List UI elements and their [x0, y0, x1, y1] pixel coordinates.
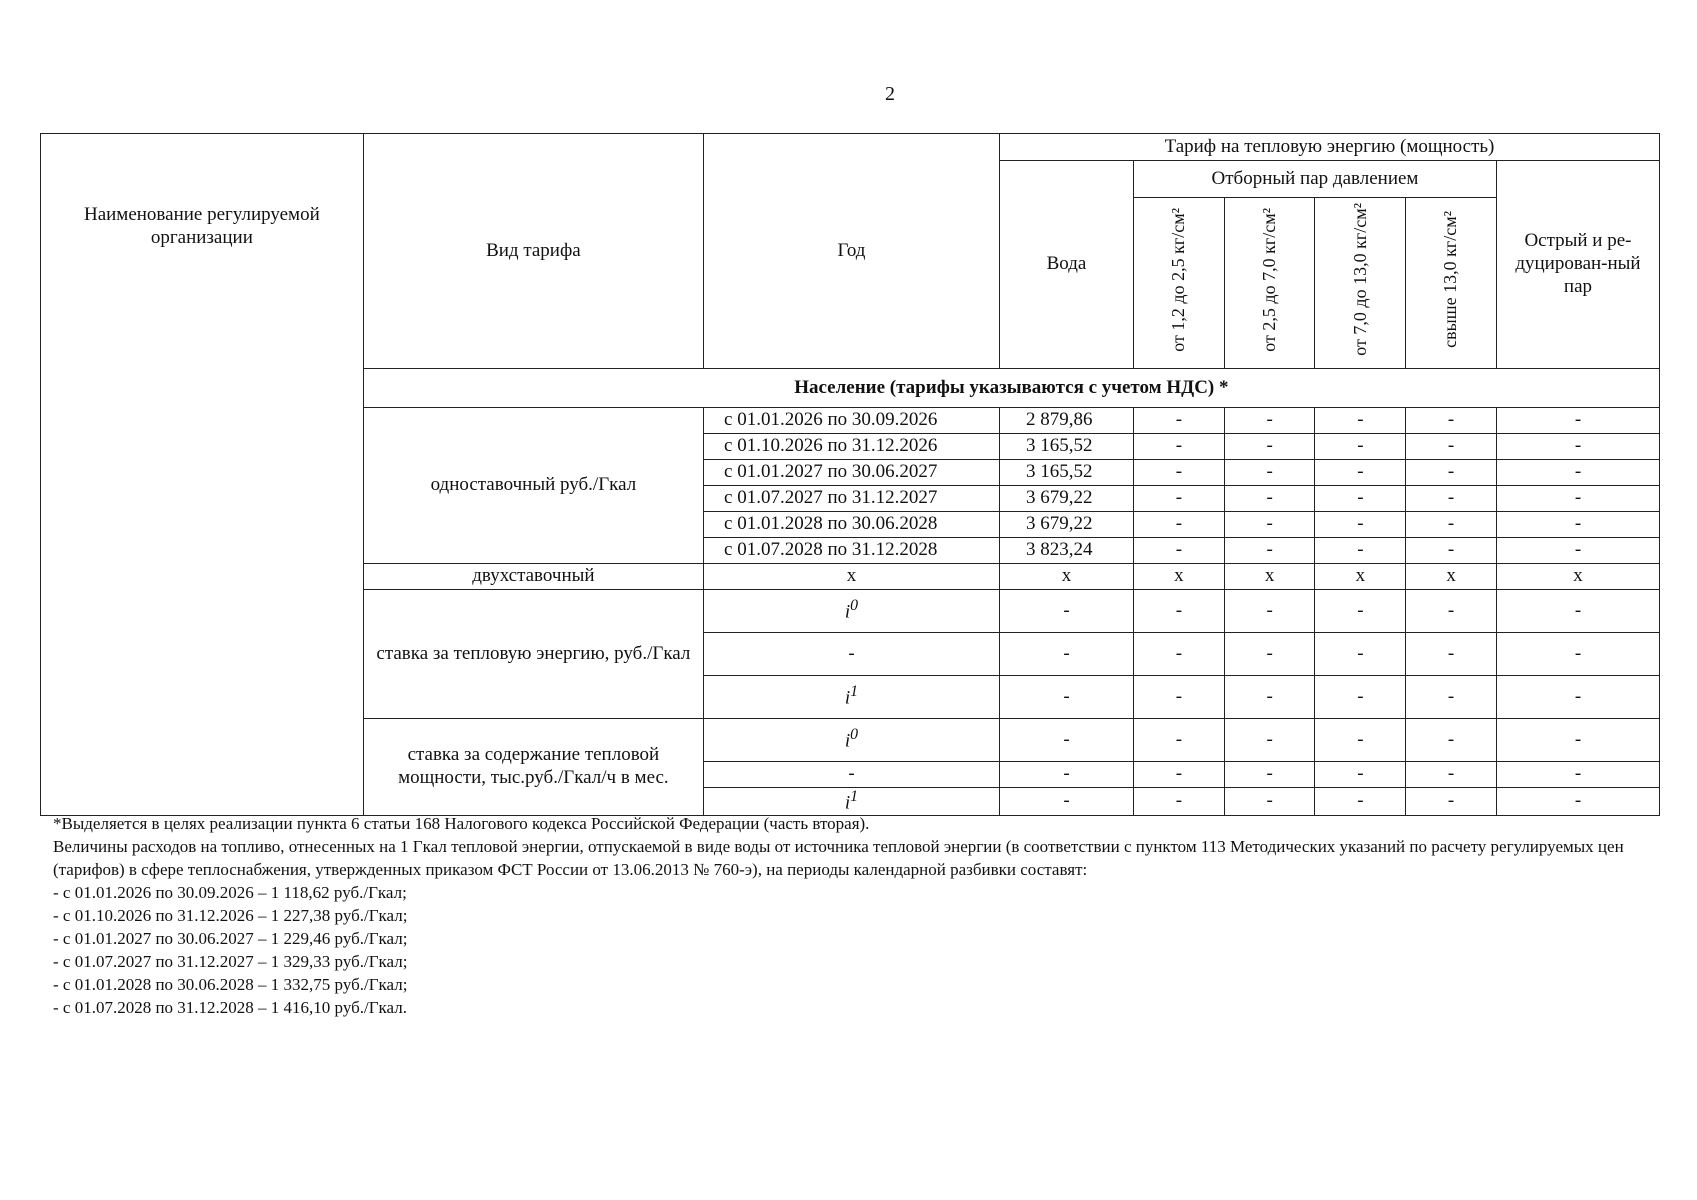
steam-value: - — [1224, 538, 1315, 564]
x-cell: x — [1224, 564, 1315, 590]
steam-value: - — [1406, 486, 1497, 512]
year-symbol: $i^0$ — [704, 590, 1000, 633]
water-value: 3 823,24 — [999, 538, 1133, 564]
notes-block — [53, 812, 1673, 1019]
steam-value: - — [1406, 512, 1497, 538]
dash-cell: - — [1406, 590, 1497, 633]
steam-value: - — [1134, 408, 1225, 434]
x-cell: x — [999, 564, 1133, 590]
steam-value: - — [1315, 486, 1406, 512]
single-rate-label: одноставочный руб./Гкал — [363, 408, 703, 564]
steam-col-3-header: от 7,0 до 13,0 кг/см² — [1315, 198, 1406, 369]
fuel-item: - с 01.01.2027 по 30.06.2027 – 1 229,46 руб./Гкал; — [53, 929, 408, 948]
water-value: 3 679,22 — [999, 512, 1133, 538]
steam-value: - — [1134, 434, 1225, 460]
year-symbol: - — [704, 762, 1000, 788]
steam-value: - — [1134, 460, 1225, 486]
dash-cell: - — [1224, 590, 1315, 633]
dash-cell: - — [1496, 719, 1659, 762]
dash-cell: - — [1134, 633, 1225, 676]
dash-cell: - — [1406, 676, 1497, 719]
fuel-item: - с 01.01.2028 по 30.06.2028 – 1 332,75 руб./Гкал; — [53, 975, 408, 994]
dash-cell: - — [1315, 676, 1406, 719]
steam-value: - — [1134, 538, 1225, 564]
period-cell: с 01.07.2028 по 31.12.2028 — [704, 538, 1000, 564]
steam-value: - — [1224, 408, 1315, 434]
dash-cell: - — [1406, 719, 1497, 762]
dash-cell: - — [1406, 762, 1497, 788]
dash-cell: - — [1496, 788, 1659, 816]
dash-cell: - — [999, 590, 1133, 633]
two-rate-label: двухставочный — [363, 564, 703, 590]
footnote: *Выделяется в целях реализации пункта 6 статьи 168 Налогового кодекса Российской Федерации (часть вторая). — [53, 814, 870, 833]
sharp-steam-value: - — [1496, 538, 1659, 564]
steam-value: - — [1315, 460, 1406, 486]
dash-cell: - — [1496, 590, 1659, 633]
fuel-item: - с 01.10.2026 по 31.12.2026 – 1 227,38 руб./Гкал; — [53, 906, 408, 925]
sharp-steam-header: Острый и ре-дуцирован-ный пар — [1496, 161, 1659, 369]
fuel-item: - с 01.01.2026 по 30.09.2026 – 1 118,62 руб./Гкал; — [53, 883, 407, 902]
period-cell: с 01.01.2026 по 30.09.2026 — [704, 408, 1000, 434]
steam-value: - — [1224, 460, 1315, 486]
period-cell: с 01.01.2027 по 30.06.2027 — [704, 460, 1000, 486]
dash-cell: - — [1406, 633, 1497, 676]
water-value: 3 165,52 — [999, 460, 1133, 486]
section-title: Население (тарифы указываются с учетом НДС) * — [363, 369, 1659, 408]
year-symbol: $i^0$ — [704, 719, 1000, 762]
x-cell: x — [1315, 564, 1406, 590]
fuel-item: - с 01.07.2027 по 31.12.2027 – 1 329,33 руб./Гкал; — [53, 952, 408, 971]
steam-value: - — [1406, 538, 1497, 564]
steam-value: - — [1315, 434, 1406, 460]
tariff-group-header: Тариф на тепловую энергию (мощность) — [999, 134, 1659, 161]
energy-rate-label: ставка за тепловую энергию, руб./Гкал — [363, 590, 703, 719]
steam-value: - — [1134, 512, 1225, 538]
dash-cell: - — [1224, 788, 1315, 816]
water-value: 3 165,52 — [999, 434, 1133, 460]
dash-cell: - — [999, 676, 1133, 719]
x-cell: x — [1134, 564, 1225, 590]
x-cell: x — [704, 564, 1000, 590]
dash-cell: - — [1134, 676, 1225, 719]
dash-cell: - — [1134, 762, 1225, 788]
dash-cell: - — [1496, 633, 1659, 676]
year-symbol: $i^1$ — [704, 676, 1000, 719]
dash-cell: - — [1315, 590, 1406, 633]
x-cell: x — [1496, 564, 1659, 590]
tariff-table — [40, 133, 1660, 816]
sharp-steam-value: - — [1496, 486, 1659, 512]
dash-cell: - — [1315, 762, 1406, 788]
dash-cell: - — [1134, 590, 1225, 633]
steam-value: - — [1224, 512, 1315, 538]
x-cell: x — [1406, 564, 1497, 590]
steam-value: - — [1406, 460, 1497, 486]
org-name-header: Наименование регулируемой организации — [41, 134, 364, 816]
dash-cell: - — [1134, 719, 1225, 762]
dash-cell: - — [1406, 788, 1497, 816]
steam-value: - — [1315, 538, 1406, 564]
year-symbol: $i^1$ — [704, 788, 1000, 816]
dash-cell: - — [1224, 633, 1315, 676]
year-header: Год — [704, 134, 1000, 369]
period-cell: с 01.10.2026 по 31.12.2026 — [704, 434, 1000, 460]
fuel-item: - с 01.07.2028 по 31.12.2028 – 1 416,10 руб./Гкал. — [53, 998, 407, 1017]
steam-value: - — [1315, 408, 1406, 434]
water-value: 2 879,86 — [999, 408, 1133, 434]
sharp-steam-value: - — [1496, 512, 1659, 538]
dash-cell: - — [1315, 633, 1406, 676]
dash-cell: - — [1224, 719, 1315, 762]
dash-cell: - — [1224, 676, 1315, 719]
dash-cell: - — [999, 719, 1133, 762]
tariff-type-header: Вид тарифа — [363, 134, 703, 369]
steam-value: - — [1315, 512, 1406, 538]
year-symbol: - — [704, 633, 1000, 676]
sharp-steam-value: - — [1496, 434, 1659, 460]
steam-value: - — [1134, 486, 1225, 512]
dash-cell: - — [999, 633, 1133, 676]
steam-col-1-header: от 1,2 до 2,5 кг/см² — [1134, 198, 1225, 369]
fuel-intro: Величины расходов на топливо, отнесенных на 1 Гкал тепловой энергии, отпускаемой в виде воды от источника тепловой энергии (в соответствии с пунктом 113 Методических указаний по расчету регулируемых цен (тарифов) в сфере теплоснабжения, утвержденных приказом ФСТ России от 13.06.2013 № 760-э), на периоды календарной разбивки составят: — [53, 837, 1624, 879]
sharp-steam-value: - — [1496, 408, 1659, 434]
period-cell: с 01.07.2027 по 31.12.2027 — [704, 486, 1000, 512]
dash-cell: - — [1134, 788, 1225, 816]
dash-cell: - — [1496, 676, 1659, 719]
steam-group-header: Отборный пар давлением — [1134, 161, 1497, 198]
dash-cell: - — [1315, 719, 1406, 762]
page-number: 2 — [885, 83, 895, 105]
steam-value: - — [1406, 434, 1497, 460]
dash-cell: - — [999, 762, 1133, 788]
water-header: Вода — [999, 161, 1133, 369]
sharp-steam-value: - — [1496, 460, 1659, 486]
steam-value: - — [1224, 486, 1315, 512]
period-cell: с 01.01.2028 по 30.06.2028 — [704, 512, 1000, 538]
dash-cell: - — [999, 788, 1133, 816]
dash-cell: - — [1496, 762, 1659, 788]
capacity-rate-label: ставка за содержание тепловой мощности, тыс.руб./Гкал/ч в мес. — [363, 719, 703, 816]
dash-cell: - — [1224, 762, 1315, 788]
steam-value: - — [1224, 434, 1315, 460]
water-value: 3 679,22 — [999, 486, 1133, 512]
steam-col-2-header: от 2,5 до 7,0 кг/см² — [1224, 198, 1315, 369]
dash-cell: - — [1315, 788, 1406, 816]
steam-col-4-header: свыше 13,0 кг/см² — [1406, 198, 1497, 369]
steam-value: - — [1406, 408, 1497, 434]
